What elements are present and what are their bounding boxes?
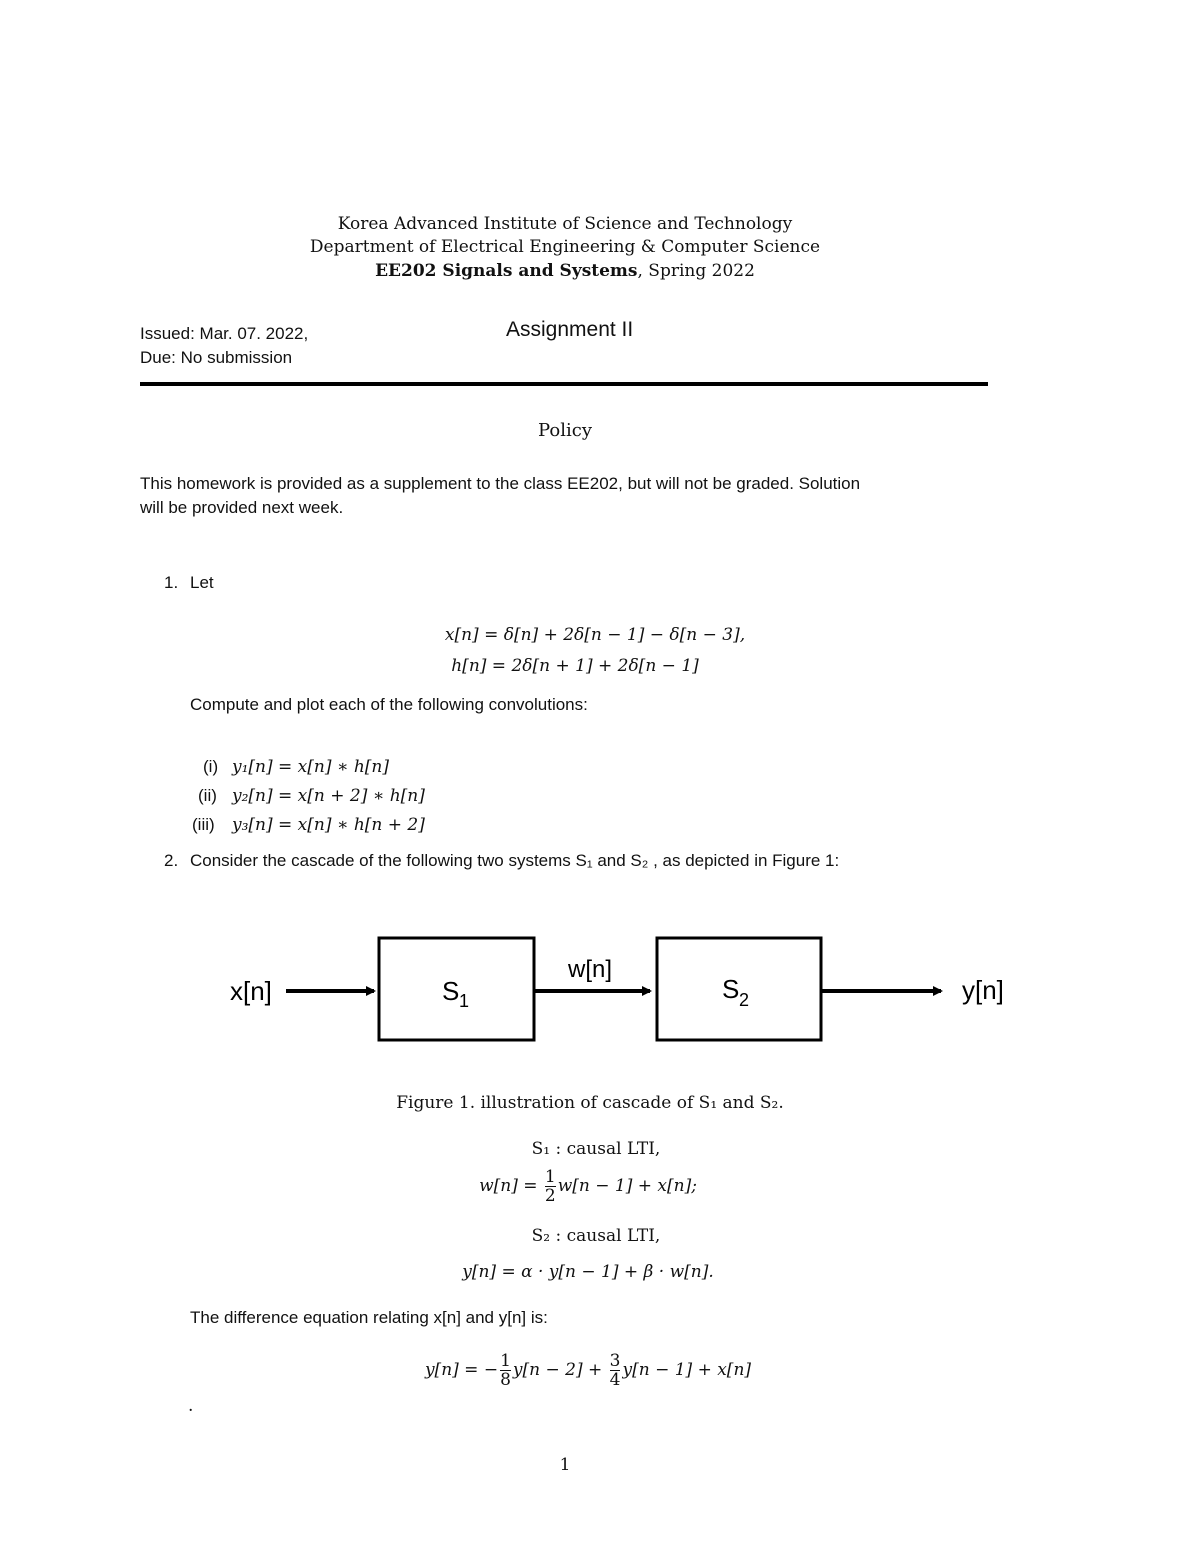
s1-fraction: $\frac{1}{2}$ bbox=[544, 1167, 556, 1206]
problem-2-number: 2. bbox=[164, 851, 179, 870]
header-divider bbox=[140, 382, 988, 386]
issued-date: Issued: Mar. 07. 2022, bbox=[140, 324, 309, 343]
item-ii-label: (ii) bbox=[198, 786, 217, 805]
page-number: 1 bbox=[559, 1455, 571, 1475]
trailing-dot: . bbox=[188, 1396, 194, 1416]
problem-1-number: 1. bbox=[164, 573, 179, 592]
policy-line-1: This homework is provided as a supplement to the class EE202, but will not be graded. Solution bbox=[140, 474, 861, 493]
problem-2-intro: Consider the cascade of the following two systems S₁ and S₂ , as depicted in Figure 1: bbox=[190, 851, 840, 870]
block-s1-subscript: 1 bbox=[459, 991, 470, 1011]
figure-input-label: x[n] bbox=[230, 976, 272, 1006]
block-s1-label: S bbox=[442, 976, 460, 1006]
item-iii-expr: y₃[n] = x[n] ∗ h[n + 2] bbox=[232, 815, 425, 835]
problem-1-instruction: Compute and plot each of the following convolutions: bbox=[190, 695, 588, 714]
block-s2-label: S bbox=[722, 974, 740, 1004]
course-title bbox=[0, 261, 1130, 281]
figure-output-label: y[n] bbox=[962, 975, 1004, 1005]
policy-line-2: will be provided next week. bbox=[140, 498, 344, 517]
difference-intro: The difference equation relating x[n] and y[n] is: bbox=[190, 1308, 548, 1327]
department-name: Department of Electrical Engineering & Computer Science bbox=[309, 237, 821, 257]
institute-name: Korea Advanced Institute of Science and Technology bbox=[337, 214, 793, 234]
cascade-figure bbox=[220, 920, 1020, 1050]
item-i-label: (i) bbox=[203, 757, 219, 776]
course-title-rest: , Spring 2022 bbox=[637, 261, 755, 281]
equation-h: h[n] = 2δ[n + 1] + 2δ[n − 1] bbox=[451, 656, 699, 676]
equation-x: x[n] = δ[n] + 2δ[n − 1] − δ[n − 3], bbox=[444, 625, 746, 645]
policy-heading: Policy bbox=[538, 420, 592, 441]
s1-description: S₁ : causal LTI, bbox=[531, 1139, 661, 1159]
item-i-expr: y₁[n] = x[n] ∗ h[n] bbox=[232, 757, 390, 777]
item-ii-expr: y₂[n] = x[n + 2] ∗ h[n] bbox=[232, 786, 425, 806]
s2-description: S₂ : causal LTI, bbox=[531, 1226, 661, 1246]
s1-equation: w[n] = $\frac{1}{2}$ w[n − 1] + x[n]; bbox=[479, 1167, 697, 1206]
figure-middle-label: w[n] bbox=[568, 956, 613, 983]
block-s2-subscript: 2 bbox=[739, 990, 750, 1010]
figure-caption: Figure 1. illustration of cascade of S₁ and S₂. bbox=[396, 1093, 784, 1113]
assignment-title: Assignment II bbox=[506, 318, 634, 341]
diff-fraction-1: $\frac{1}{8}$ bbox=[500, 1351, 511, 1390]
s2-equation: y[n] = α · y[n − 1] + β · w[n]. bbox=[462, 1262, 714, 1282]
difference-equation: y[n] = − $\frac{1}{8}$ y[n − 2] + $\frac{3}{4}$ y[n − 1] + x[n] bbox=[424, 1351, 752, 1390]
item-iii-label: (iii) bbox=[192, 815, 215, 834]
due-date: Due: No submission bbox=[140, 348, 293, 367]
problem-1-intro: Let bbox=[190, 573, 214, 592]
course-title-bold: EE202 Signals and Systems bbox=[375, 261, 638, 281]
diff-fraction-2: $\frac{3}{4}$ bbox=[609, 1351, 621, 1390]
